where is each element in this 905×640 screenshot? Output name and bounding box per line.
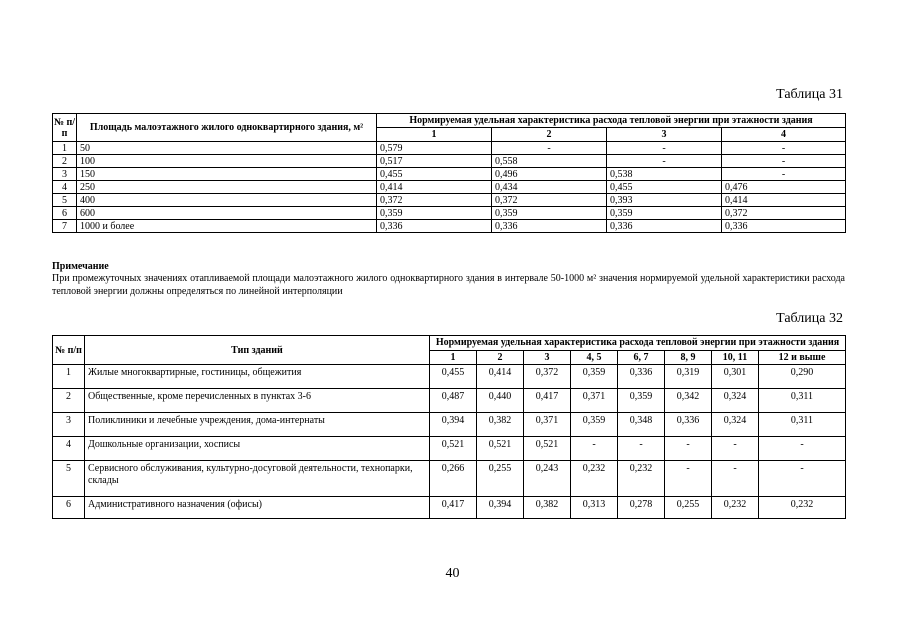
- table-31-header-floor: 2: [492, 128, 607, 142]
- value-cell: -: [722, 168, 846, 181]
- value-cell: 0,232: [618, 461, 665, 497]
- table-32-header-floor: 8, 9: [665, 350, 712, 365]
- row-number: 4: [53, 437, 85, 461]
- value-cell: 0,290: [759, 365, 846, 389]
- table-32-header-group: Нормируемая удельная характеристика расхода тепловой энергии при этажности здания: [430, 336, 846, 351]
- area-cell: 50: [77, 142, 377, 155]
- table-32-header-num: № п/п: [53, 336, 85, 365]
- row-number: 6: [53, 497, 85, 519]
- value-cell: 0,538: [607, 168, 722, 181]
- value-cell: 0,455: [607, 181, 722, 194]
- value-cell: 0,266: [430, 461, 477, 497]
- building-type-cell: Дошкольные организации, хосписы: [85, 437, 430, 461]
- value-cell: 0,371: [571, 389, 618, 413]
- value-cell: 0,371: [524, 413, 571, 437]
- table-32-header-floor: 10, 11: [712, 350, 759, 365]
- table-31-header-num: № п/п: [53, 114, 77, 142]
- row-number: 5: [53, 194, 77, 207]
- value-cell: 0,382: [477, 413, 524, 437]
- table-31-header-floor: 1: [377, 128, 492, 142]
- table-32-header-floor: 12 и выше: [759, 350, 846, 365]
- value-cell: 0,359: [607, 207, 722, 220]
- value-cell: 0,243: [524, 461, 571, 497]
- area-cell: 150: [77, 168, 377, 181]
- value-cell: 0,336: [618, 365, 665, 389]
- table-31-header-group: Нормируемая удельная характеристика расхода тепловой энергии при этажности здания: [377, 114, 846, 128]
- value-cell: 0,313: [571, 497, 618, 519]
- row-number: 1: [53, 365, 85, 389]
- row-number: 3: [53, 413, 85, 437]
- area-cell: 600: [77, 207, 377, 220]
- value-cell: 0,417: [524, 389, 571, 413]
- table-32-row: [53, 437, 846, 461]
- value-cell: 0,434: [492, 181, 607, 194]
- row-number: 6: [53, 207, 77, 220]
- table-31-row: [53, 155, 846, 168]
- table-32-header-floor: 1: [430, 350, 477, 365]
- table-32-row: [53, 413, 846, 437]
- value-cell: 0,558: [492, 155, 607, 168]
- row-number: 7: [53, 220, 77, 233]
- value-cell: 0,517: [377, 155, 492, 168]
- value-cell: 0,372: [377, 194, 492, 207]
- value-cell: 0,440: [477, 389, 524, 413]
- value-cell: 0,496: [492, 168, 607, 181]
- table-31-row: [53, 207, 846, 220]
- value-cell: 0,232: [712, 497, 759, 519]
- value-cell: -: [492, 142, 607, 155]
- area-cell: 100: [77, 155, 377, 168]
- row-number: 2: [53, 155, 77, 168]
- table-32-row: [53, 497, 846, 519]
- table-31-row: [53, 194, 846, 207]
- value-cell: 0,232: [571, 461, 618, 497]
- value-cell: 0,336: [377, 220, 492, 233]
- table-31-caption: Таблица 31: [776, 87, 843, 102]
- value-cell: 0,521: [524, 437, 571, 461]
- value-cell: 0,359: [571, 413, 618, 437]
- table-32-header-type: Тип зданий: [85, 336, 430, 365]
- row-number: 3: [53, 168, 77, 181]
- building-type-cell: Административного назначения (офисы): [85, 497, 430, 519]
- value-cell: 0,414: [377, 181, 492, 194]
- value-cell: -: [665, 461, 712, 497]
- value-cell: 0,359: [377, 207, 492, 220]
- value-cell: 0,359: [618, 389, 665, 413]
- value-cell: 0,455: [377, 168, 492, 181]
- area-cell: 1000 и более: [77, 220, 377, 233]
- value-cell: 0,255: [665, 497, 712, 519]
- value-cell: -: [607, 155, 722, 168]
- value-cell: 0,359: [492, 207, 607, 220]
- value-cell: -: [607, 142, 722, 155]
- value-cell: 0,414: [477, 365, 524, 389]
- value-cell: -: [722, 142, 846, 155]
- value-cell: -: [571, 437, 618, 461]
- row-number: 2: [53, 389, 85, 413]
- value-cell: -: [722, 155, 846, 168]
- value-cell: 0,394: [477, 497, 524, 519]
- table-31: [52, 113, 846, 233]
- area-cell: 400: [77, 194, 377, 207]
- value-cell: -: [712, 437, 759, 461]
- value-cell: 0,319: [665, 365, 712, 389]
- value-cell: 0,336: [607, 220, 722, 233]
- table-31-row: [53, 142, 846, 155]
- table-31-header-area: Площадь малоэтажного жилого одноквартирного здания, м²: [77, 114, 377, 142]
- value-cell: 0,579: [377, 142, 492, 155]
- row-number: 5: [53, 461, 85, 497]
- value-cell: 0,311: [759, 413, 846, 437]
- table-32-row: [53, 365, 846, 389]
- value-cell: 0,342: [665, 389, 712, 413]
- row-number: 4: [53, 181, 77, 194]
- table-32-header-floor: 2: [477, 350, 524, 365]
- value-cell: -: [759, 461, 846, 497]
- value-cell: 0,255: [477, 461, 524, 497]
- building-type-cell: Поликлиники и лечебные учреждения, дома-интернаты: [85, 413, 430, 437]
- value-cell: -: [665, 437, 712, 461]
- building-type-cell: Общественные, кроме перечисленных в пунктах 3-6: [85, 389, 430, 413]
- building-type-cell: Сервисного обслуживания, культурно-досуговой деятельности, технопарки, склады: [85, 461, 430, 497]
- value-cell: 0,455: [430, 365, 477, 389]
- table-32-header-floor: 3: [524, 350, 571, 365]
- value-cell: 0,372: [492, 194, 607, 207]
- value-cell: 0,414: [722, 194, 846, 207]
- value-cell: 0,311: [759, 389, 846, 413]
- value-cell: 0,232: [759, 497, 846, 519]
- table-31-row: [53, 181, 846, 194]
- value-cell: 0,476: [722, 181, 846, 194]
- table-32-row: [53, 389, 846, 413]
- value-cell: -: [618, 437, 665, 461]
- value-cell: 0,359: [571, 365, 618, 389]
- table-32: [52, 335, 846, 519]
- value-cell: 0,348: [618, 413, 665, 437]
- value-cell: 0,324: [712, 389, 759, 413]
- building-type-cell: Жилые многоквартирные, гостиницы, общежития: [85, 365, 430, 389]
- value-cell: 0,336: [492, 220, 607, 233]
- table-32-header-floor: 6, 7: [618, 350, 665, 365]
- value-cell: -: [712, 461, 759, 497]
- value-cell: 0,521: [430, 437, 477, 461]
- value-cell: 0,336: [665, 413, 712, 437]
- value-cell: 0,372: [524, 365, 571, 389]
- table-32-header-floor: 4, 5: [571, 350, 618, 365]
- value-cell: 0,324: [712, 413, 759, 437]
- value-cell: 0,372: [722, 207, 846, 220]
- value-cell: 0,394: [430, 413, 477, 437]
- value-cell: 0,521: [477, 437, 524, 461]
- note-title: Примечание: [52, 261, 109, 272]
- note-text: При промежуточных значениях отапливаемой площади малоэтажного жилого одноквартирного здания в интервале 50-1000 м² значения нормируемой удельной характеристики расхода тепловой энергии должны определяться по линейной интерполяции: [52, 273, 845, 297]
- value-cell: 0,417: [430, 497, 477, 519]
- row-number: 1: [53, 142, 77, 155]
- table-31-header-floor: 4: [722, 128, 846, 142]
- value-cell: -: [759, 437, 846, 461]
- value-cell: 0,393: [607, 194, 722, 207]
- table-32-row: [53, 461, 846, 497]
- area-cell: 250: [77, 181, 377, 194]
- table-31-header-floor: 3: [607, 128, 722, 142]
- table-31-row: [53, 168, 846, 181]
- value-cell: 0,301: [712, 365, 759, 389]
- value-cell: 0,278: [618, 497, 665, 519]
- value-cell: 0,336: [722, 220, 846, 233]
- table-31-row: [53, 220, 846, 233]
- value-cell: 0,487: [430, 389, 477, 413]
- table-32-caption: Таблица 32: [776, 311, 843, 326]
- value-cell: 0,382: [524, 497, 571, 519]
- page-number: 40: [445, 566, 460, 581]
